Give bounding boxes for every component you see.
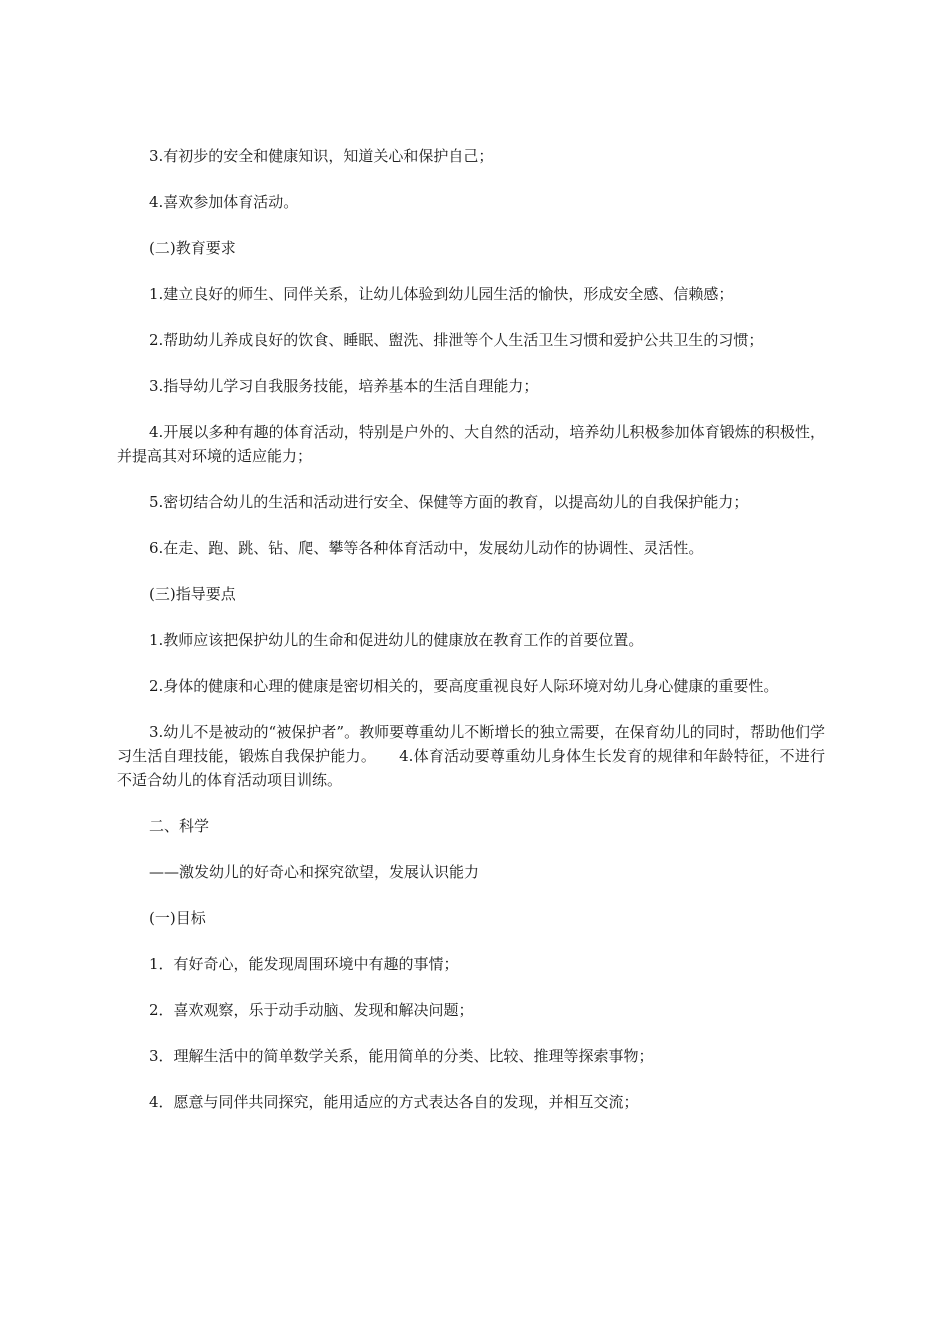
- list-item: 4.开展以多种有趣的体育活动，特别是户外的、大自然的活动，培养幼儿积极参加体育锻炼的积极性，并提高其对环境的适应能力；: [117, 423, 825, 465]
- list-item: 3.有初步的安全和健康知识，知道关心和保护自己；: [149, 147, 494, 165]
- list-item: 1．有好奇心，能发现周围环境中有趣的事情；: [149, 955, 459, 973]
- section-heading: (二)教育要求: [149, 239, 236, 257]
- list-item: 4.喜欢参加体育活动。: [149, 193, 299, 211]
- list-item: 5.密切结合幼儿的生活和活动进行安全、保健等方面的教育，以提高幼儿的自我保护能力；: [149, 493, 749, 511]
- section-heading: (三)指导要点: [149, 585, 236, 603]
- list-item: 3.幼儿不是被动的“被保护者”。教师要尊重幼儿不断增长的独立需要，在保育幼儿的同时，帮助他们学习生活自理技能，锻炼自我保护能力。 4.体育活动要尊重幼儿身体生长发育的规律和年龄特征，不进行不适合幼儿的体育活动项目训练。: [117, 723, 825, 789]
- list-item: 2．喜欢观察，乐于动手动脑、发现和解决问题；: [149, 1001, 474, 1019]
- list-item: 2.帮助幼儿养成良好的饮食、睡眠、盥洗、排泄等个人生活卫生习惯和爱护公共卫生的习惯；: [149, 331, 764, 349]
- chapter-subtitle: ——激发幼儿的好奇心和探究欲望，发展认识能力: [149, 863, 480, 881]
- list-item: 2.身体的健康和心理的健康是密切相关的，要高度重视良好人际环境对幼儿身心健康的重要性。: [149, 677, 779, 695]
- list-item: 3．理解生活中的简单数学关系，能用简单的分类、比较、推理等探索事物；: [149, 1047, 654, 1065]
- list-item: 1.教师应该把保护幼儿的生命和促进幼儿的健康放在教育工作的首要位置。: [149, 631, 644, 649]
- list-item: 3.指导幼儿学习自我服务技能，培养基本的生活自理能力；: [149, 377, 539, 395]
- document-body: [117, 144, 825, 1136]
- section-heading: (一)目标: [149, 909, 206, 927]
- list-item: 1.建立良好的师生、同伴关系，让幼儿体验到幼儿园生活的愉快，形成安全感、信赖感；: [149, 285, 734, 303]
- list-item: 6.在走、跑、跳、钻、爬、攀等各种体育活动中，发展幼儿动作的协调性、灵活性。: [149, 539, 704, 557]
- list-item: 4．愿意与同伴共同探究，能用适应的方式表达各自的发现，并相互交流；: [149, 1093, 639, 1111]
- chapter-heading: 二、科学: [149, 817, 210, 835]
